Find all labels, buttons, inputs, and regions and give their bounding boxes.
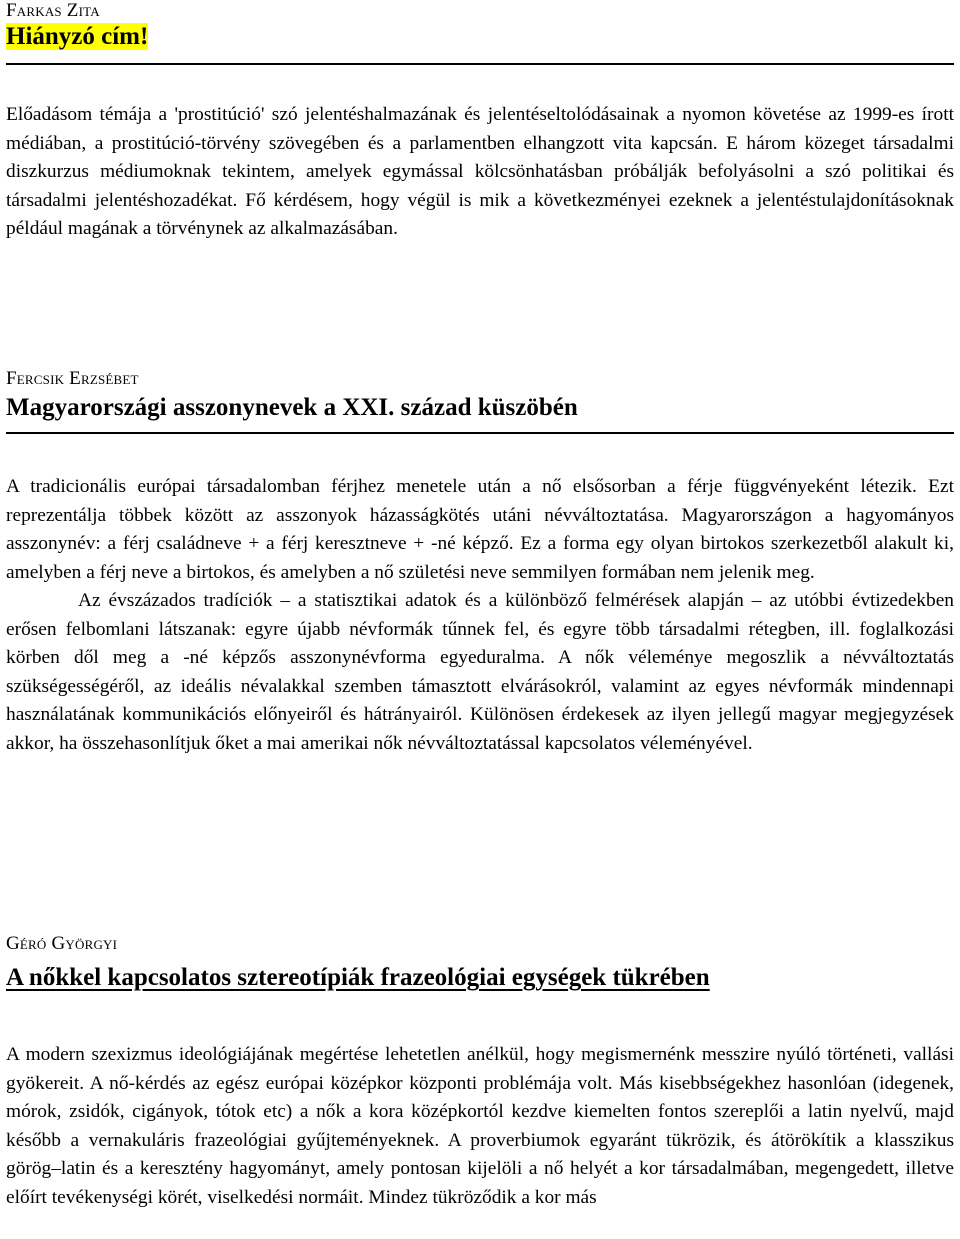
abstract-body-1 (6, 101, 954, 244)
abstract-section-1 (6, 0, 954, 52)
abstract-title (6, 22, 954, 52)
abstract-section-3 (6, 933, 954, 993)
abstract-paragraph: A tradicionális európai társadalomban férjhez menetele után a nő elsősorban a férje függvényeként létezik. Ezt reprezentálja többek között az asszonyok házasságkötés utáni névváltoztatása. Magyarországon a hagyományos asszonynév: a férj családneve + a férj keresztneve + -né képző. Ez a forma egy olyan birtokos szerkezetből alakult ki, amelyben a férj neve a birtokos, és amelyben a nő születési neve semmilyen formában nem jelenik meg. (6, 476, 954, 583)
abstract-body-2 (6, 473, 954, 758)
author-name: Géró Györgyi (6, 933, 118, 954)
missing-title-highlight: Hiányzó cím! (6, 23, 149, 50)
abstract-paragraph: Az évszázados tradíciók – a statisztikai adatok és a különböző felmérések alapján – az utóbbi évtizedekben erősen felbomlani látszanak: egyre újabb névformák tűnnek fel, és egyre több társadalmi rétegben, ill. foglalkozási körben dől meg a -né képzős asszonynévforma egyeduralma. A nők véleménye megoszlik a névváltoztatás szükségességéről, az ideális névalakkal szemben támasztott elvárásokról, valamint az egyes névformák mindennapi használatának kommunikációs előnyeiről és hátrányairól. Különösen érdekesek az ilyen jellegű magyar megjegyzések akkor, ha összehasonlítjuk őket a mai amerikai nők névváltoztatással kapcsolatos véleményével. (6, 590, 954, 754)
abstract-title: A nőkkel kapcsolatos sztereotípiák frazeológiai egységek tükrében (6, 964, 710, 991)
abstract-body-3 (6, 1041, 954, 1212)
abstract-paragraph: A modern szexizmus ideológiájának megértése lehetetlen anélkül, hogy megismernénk messzire nyúló történeti, vallási gyökereit. A nő-kérdés az egész európai középkor központi problémája volt. Más kisebbségekhez hasonlóan (idegenek, mórok, zsidók, cigányok, tótok etc) a nők a kora középkortól kezdve kiemelten fontos szereplői a latin nyelvű, majd később a vernakuláris frazeológiai gyűjteményeknek. A proverbiumok egyaránt tükrözik, és átörökítik a klasszikus görög–latin és a keresztény hagyományt, amely pontosan kijelöli a nő helyét a kor társadalmában, megengedett, illetve előírt tevékenységi körét, viselkedési normáit. Mindez tükröződik a kor más (6, 1044, 954, 1208)
section-divider (6, 432, 954, 434)
abstract-section-2 (6, 368, 954, 423)
abstract-paragraph: Előadásom témája a 'prostitúció' szó jelentéshalmazának és jelentéseltolódásainak a nyomon követése az 1999-es írott médiában, a prostitúció-törvény szövegében és a parlamentben elhangzott vita kapcsán. E három közeget társadalmi diszkurzus médiumoknak tekintem, amelyek egymással kölcsönhatásban próbálják befolyásolni a szó politikai és társadalmi jelentéshozadékat. Fő kérdésem, hogy végül is mik a következményei ezeknek a jelentéstulajdonításoknak például magának a törvénynek az alkalmazásában. (6, 104, 954, 239)
section-divider (6, 63, 954, 65)
author-name: Farkas Zita (6, 0, 100, 21)
abstract-title: Magyarországi asszonynevek a XXI. század küszöbén (6, 394, 578, 421)
author-name: Fercsik Erzsébet (6, 368, 139, 389)
